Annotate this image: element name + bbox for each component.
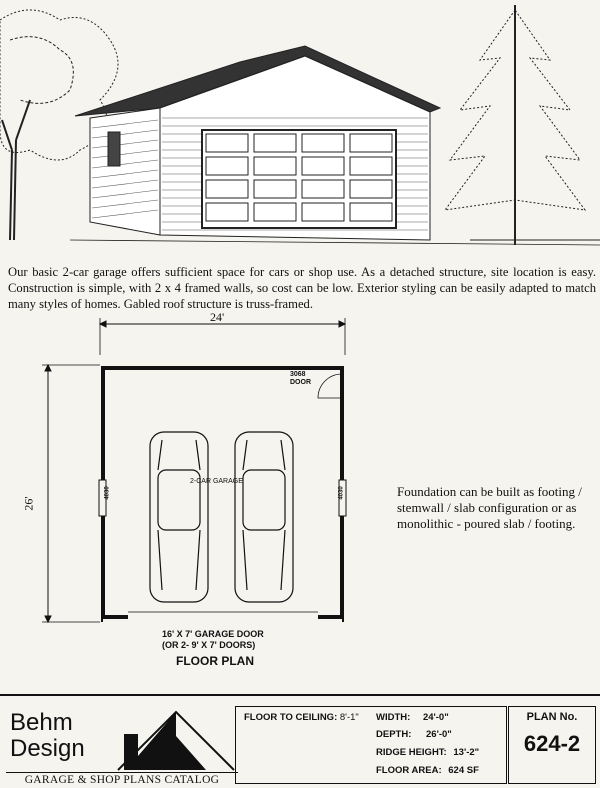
right-tree [445,5,600,245]
brand-line-1: Behm [10,709,73,736]
foundation-note: Foundation can be built as footing / stemwall / slab configuration or as monolithic - poured slab / footing. [397,484,582,531]
car-right [235,432,293,602]
floor-to-ceiling-label: FLOOR TO CEILING: [244,712,338,723]
ridge-height-value: 13'-2" [453,747,480,758]
plan-description: Our basic 2-car garage offers sufficient space for cars or shop use. As a detached structure, site location is easy. Construction is simple, with 2 x 4 framed walls, so cost can be low. Exterior styling can be easily adapted to match many styles of homes. Gabled roof structure is truss-framed. [8,265,596,311]
room-label: 2-CAR GARAGE [190,478,243,485]
car-left [150,432,208,602]
width-value: 24'-0" [422,712,449,723]
width-dimension: 24' [210,310,225,324]
brand-line-2: Design [10,735,85,762]
plan-number-label: PLAN No. [526,711,578,723]
floor-area-value: 624 SF [448,765,479,776]
door-label: DOOR [290,379,311,386]
left-window-label: 4030 [104,486,111,500]
depth-label: DEPTH: [376,729,412,740]
ridge-height-label: RIDGE HEIGHT: [376,747,447,758]
garage-illustration [0,0,600,262]
floor-to-ceiling-value: 8'-1" [339,712,359,723]
catalog-title: GARAGE & SHOP PLANS CATALOG [6,772,238,786]
floor-plan-title: FLOOR PLAN [176,654,254,668]
garage-door-alt-label: (OR 2- 9' X 7' DOORS) [162,640,256,650]
width-label: WIDTH: [376,712,411,723]
footer-divider [0,694,600,696]
brand-mark-icon [116,706,236,772]
right-window-label: 4030 [338,486,345,500]
specs-box [235,706,507,784]
garage-door-label: 16' X 7' GARAGE DOOR [162,629,264,639]
door-size-label: 3068 [290,371,306,378]
garage [70,46,600,245]
depth-dimension: 26' [21,496,36,511]
depth-value: 26'-0" [426,729,452,740]
floor-area-label: FLOOR AREA: [376,765,442,776]
plan-number-box [508,706,596,784]
plan-number: 624-2 [523,731,581,756]
brand-logo [6,706,236,774]
